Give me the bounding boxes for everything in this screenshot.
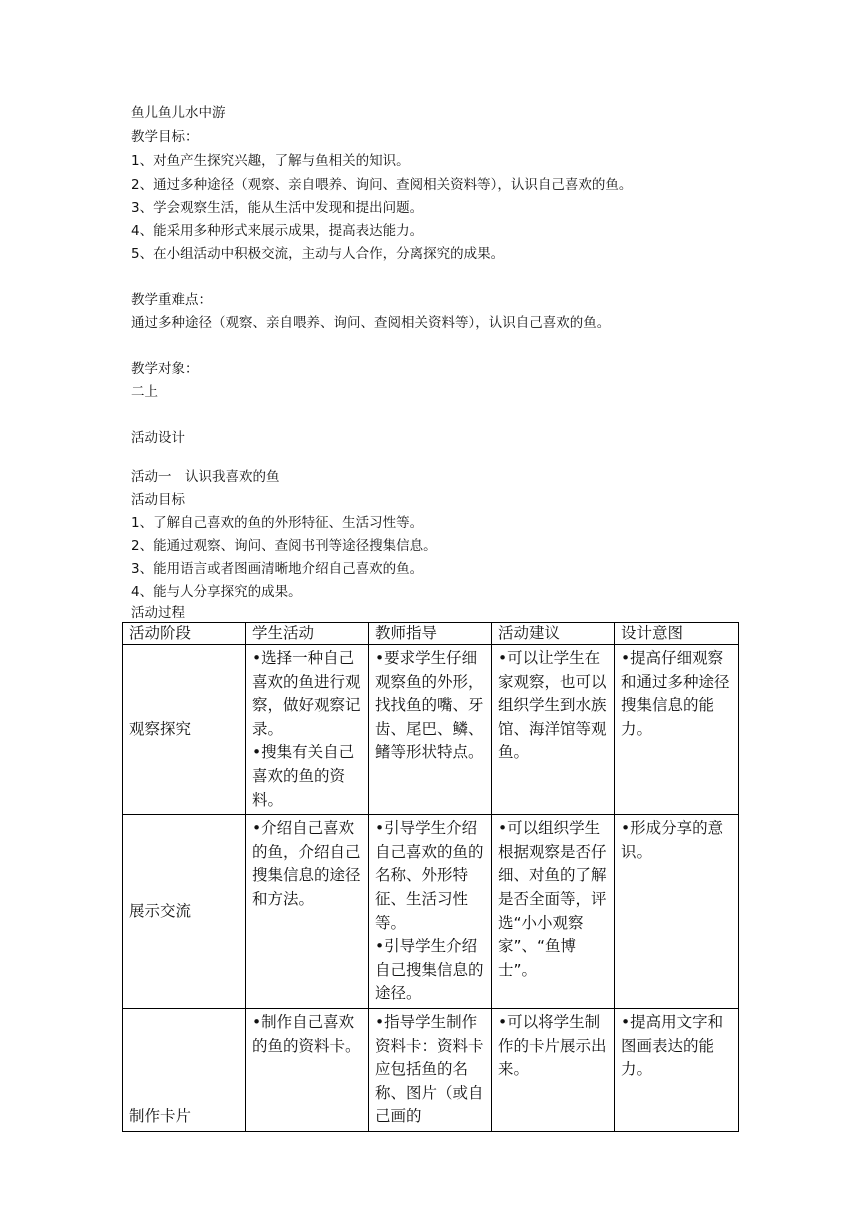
design-intent-cell <box>615 815 739 1009</box>
process-heading: 活动过程 <box>131 605 185 621</box>
activity-goal-item: 2、能通过观察、询问、查阅书刊等途径搜集信息。 <box>131 538 437 554</box>
activity-suggestion-cell <box>492 1008 615 1131</box>
design-heading: 活动设计 <box>131 430 185 446</box>
goal-item: 4、能采用多种形式来展示成果，提高表达能力。 <box>131 223 424 239</box>
goal-item: 2、通过多种途径（观察、亲自喂养、询问、查阅相关资料等），认识自己喜欢的鱼。 <box>131 177 633 193</box>
activity-goal-item: 3、能用语言或者图画清晰地介绍自己喜欢的鱼。 <box>131 561 424 577</box>
activity-goal-item: 4、能与人分享探究的成果。 <box>131 584 302 600</box>
student-activity-cell <box>246 1008 369 1131</box>
student-activity-cell <box>246 645 369 815</box>
stage-cell: 展示交流 <box>123 815 246 1009</box>
table-row <box>123 645 739 815</box>
table-row <box>123 815 739 1009</box>
table-header-row <box>123 623 739 645</box>
cell-text: •制作自己喜欢的鱼的资料卡。 <box>252 1012 361 1055</box>
cell-text: •提高仔细观察和通过多种途径搜集信息的能力。 <box>621 649 730 738</box>
design-intent-cell <box>615 645 739 815</box>
key-heading: 教学重难点： <box>131 292 212 308</box>
cell-text: •引导学生介绍自己喜欢的鱼的名称、外形特征、生活习性等。 <box>375 819 484 932</box>
teacher-guidance-cell <box>369 815 492 1009</box>
goals-heading: 教学目标： <box>131 129 199 145</box>
cell-text: •介绍自己喜欢的鱼，介绍自己搜集信息的途径和方法。 <box>252 819 361 908</box>
student-activity-cell <box>246 815 369 1009</box>
target-text: 二上 <box>131 384 158 400</box>
activity-suggestion-cell <box>492 645 615 815</box>
key-text: 通过多种途径（观察、亲自喂养、询问、查阅相关资料等），认识自己喜欢的鱼。 <box>131 315 611 331</box>
cell-text: •搜集有关自己喜欢的鱼的资料。 <box>252 743 355 809</box>
activity-process-table <box>122 622 739 1132</box>
teacher-guidance-cell <box>369 1008 492 1131</box>
cell-text: •可以将学生制作的卡片展示出来。 <box>498 1012 607 1079</box>
target-heading: 教学对象： <box>131 361 199 377</box>
activity-suggestion-cell <box>492 815 615 1009</box>
cell-text: •引导学生介绍自己搜集信息的途径。 <box>375 937 484 1003</box>
table-header-cell: 设计意图 <box>615 623 739 645</box>
teacher-guidance-cell <box>369 645 492 815</box>
activity-title: 活动一 认识我喜欢的鱼 <box>131 469 280 485</box>
table-row <box>123 1008 739 1131</box>
cell-text: •可以让学生在家观察，也可以组织学生到水族馆、海洋馆等观鱼。 <box>498 649 607 762</box>
table-header-cell: 活动阶段 <box>123 623 246 645</box>
cell-text: •选择一种自己喜欢的鱼进行观察，做好观察记录。 <box>252 649 361 738</box>
cell-text: •要求学生仔细观察鱼的外形，找找鱼的嘴、牙齿、尾巴、鳞、鳍等形状特点。 <box>375 649 484 762</box>
table-header-cell: 活动建议 <box>492 623 615 645</box>
stage-cell: 观察探究 <box>123 645 246 815</box>
table-header-cell: 学生活动 <box>246 623 369 645</box>
cell-text: •提高用文字和图画表达的能力。 <box>621 1012 724 1079</box>
document-title: 鱼儿鱼儿水中游 <box>131 105 226 121</box>
design-intent-cell <box>615 1008 739 1131</box>
cell-text: •形成分享的意识。 <box>621 819 724 861</box>
goal-item: 1、对鱼产生探究兴趣，了解与鱼相关的知识。 <box>131 153 410 169</box>
cell-text: •可以组织学生根据观察是否仔细、对鱼的了解是否全面等，评选“小小观察家”、“鱼博士”。 <box>498 819 607 979</box>
goal-item: 3、学会观察生活，能从生活中发现和提出问题。 <box>131 200 424 216</box>
goal-item: 5、在小组活动中积极交流，主动与人合作，分离探究的成果。 <box>131 246 505 262</box>
activity-goal-heading: 活动目标 <box>131 492 185 508</box>
table-header-cell: 教师指导 <box>369 623 492 645</box>
stage-cell: 制作卡片 <box>123 1008 246 1131</box>
cell-text: •指导学生制作资料卡：资料卡应包括鱼的名称、图片（或自己画的 <box>375 1012 484 1126</box>
activity-goal-item: 1、了解自己喜欢的鱼的外形特征、生活习性等。 <box>131 515 424 531</box>
